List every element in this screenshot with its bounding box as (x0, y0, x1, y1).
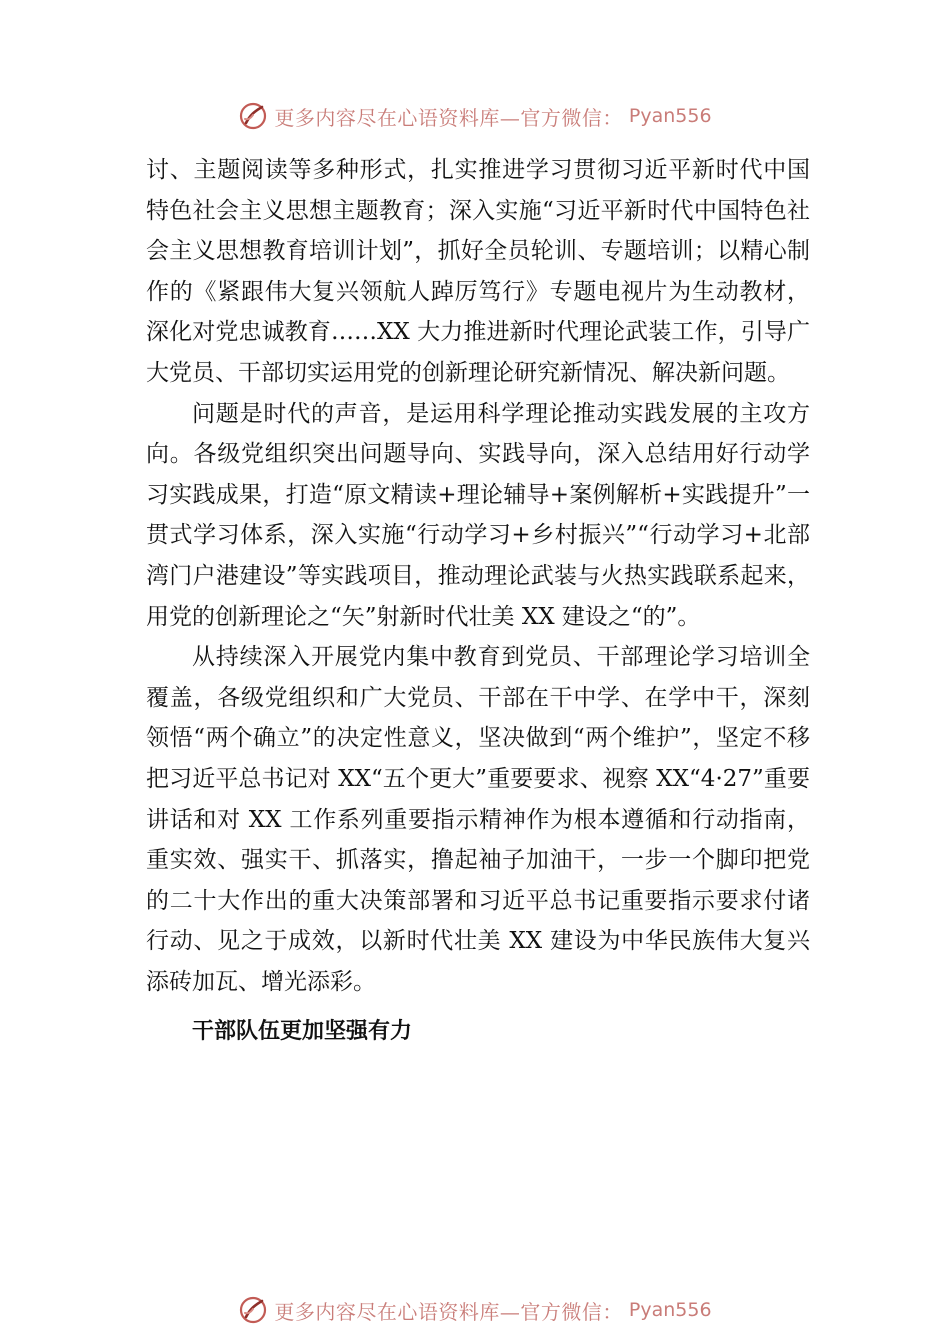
paragraph-1: 讨、主题阅读等多种形式，扎实推进学习贯彻习近平新时代中国特色社会主义思想主题教育；深入实施“习近平新时代中国特色社会主义思想教育培训计划”，抓好全员轮训、专题培训；以精心制作的《紧跟伟大复兴领航人踔厉笃行》专题电视片为生动教材，深化对党忠诚教育……XX 大力推进新时代理论武装工作，引导广大党员、干部切实运用党的创新理论研究新情况、解决新问题。 (146, 157, 810, 386)
watermark-header (0, 96, 950, 136)
section-heading: 干部队伍更加坚强有力 (192, 1019, 413, 1045)
brush-logo-icon (238, 1295, 268, 1325)
watermark-text: 更多内容尽在心语资料库—官方微信： (274, 1299, 623, 1324)
watermark-wechat-id: Pyan556 (628, 105, 712, 127)
watermark-text: 更多内容尽在心语资料库—官方微信： (274, 105, 623, 130)
document-body (146, 150, 810, 1052)
paragraph-2: 问题是时代的声音，是运用科学理论推动实践发展的主攻方向。各级党组织突出问题导向、实践导向，深入总结用好行动学习实践成果，打造“原文精读+理论辅导+案例解析+实践提升”一贯式学习体系，深入实施“行动学习+乡村振兴”“行动学习+北部湾门户港建设”等实践项目，推动理论武装与火热实践联系起来，用党的创新理论之“矢”射新时代壮美 XX 建设之“的”。 (146, 400, 810, 630)
paragraph-3: 从持续深入开展党内集中教育到党员、干部理论学习培训全覆盖，各级党组织和广大党员、干部在干中学、在学中干，深刻领悟“两个确立”的决定性意义，坚决做到“两个维护”，坚定不移把习近平总书记对 XX“五个更大”重要要求、视察 XX“4·27”重要讲话和对 XX 工作系列重要指示精神作为根本遵循和行动指南，重实效、强实干、抓落实，撸起袖子加油干，一步一个脚印把党的二十大作出的重大决策部署和习近平总书记重要指示要求付诸行动、见之于成效，以新时代壮美 XX 建设为中华民族伟大复兴添砖加瓦、增光添彩。 (146, 644, 810, 995)
watermark-footer (0, 1290, 950, 1330)
watermark-wechat-id: Pyan556 (628, 1299, 712, 1321)
brush-logo-icon (238, 101, 268, 131)
